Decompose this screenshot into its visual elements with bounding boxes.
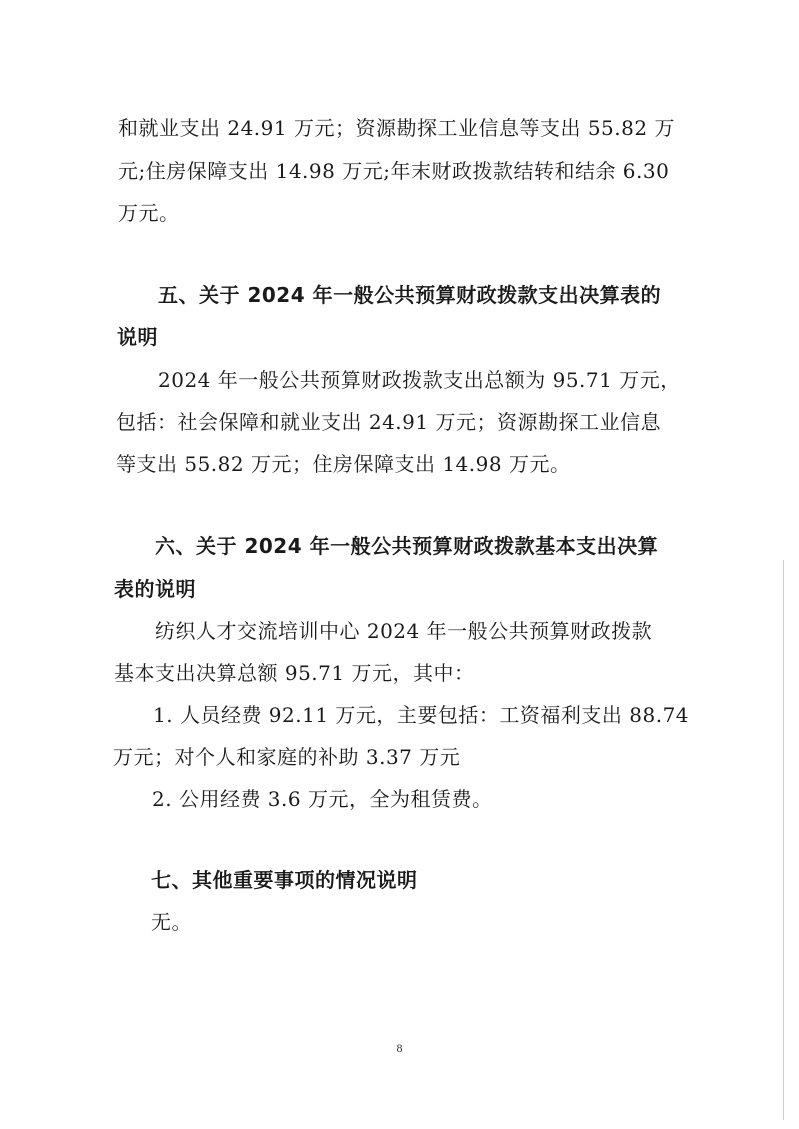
section-heading-6-cont: 表的说明 — [114, 577, 196, 601]
list-item-line: 2. 公用经费 3.6 万元，全为租赁费。 — [152, 787, 493, 811]
section-heading-6: 六、关于 2024 年一般公共预算财政拨款基本支出决算 — [155, 534, 659, 558]
section-heading-5-cont: 说明 — [117, 325, 158, 349]
section-heading-7: 七、其他重要事项的情况说明 — [151, 868, 418, 892]
paragraph-line: 纺织人才交流培训中心 2024 年一般公共预算财政拨款 — [155, 619, 653, 643]
paragraph-line: 2024 年一般公共预算财政拨款支出总额为 95.71 万元， — [158, 368, 681, 392]
scan-edge-line — [783, 560, 784, 1120]
paragraph-line: 元;住房保障支出 14.98 万元;年末财政拨款结转和结余 6.30 — [118, 159, 670, 183]
paragraph-line: 无。 — [151, 910, 192, 934]
paragraph-line: 等支出 55.82 万元；住房保障支出 14.98 万元。 — [116, 452, 571, 476]
paragraph-line: 基本支出决算总额 95.71 万元，其中： — [114, 661, 475, 685]
page-number: 8 — [396, 1041, 403, 1055]
section-heading-5: 五、关于 2024 年一般公共预算财政拨款支出决算表的 — [158, 283, 662, 307]
paragraph-line: 包括：社会保障和就业支出 24.91 万元；资源勘探工业信息 — [116, 410, 661, 434]
paragraph-line: 和就业支出 24.91 万元；资源勘探工业信息等支出 55.82 万 — [118, 116, 675, 140]
list-item-line: 万元；对个人和家庭的补助 3.37 万元 — [113, 745, 461, 769]
list-item-line: 1. 人员经费 92.11 万元，主要包括：工资福利支出 88.74 — [153, 703, 690, 727]
paragraph-line: 万元。 — [118, 201, 180, 225]
